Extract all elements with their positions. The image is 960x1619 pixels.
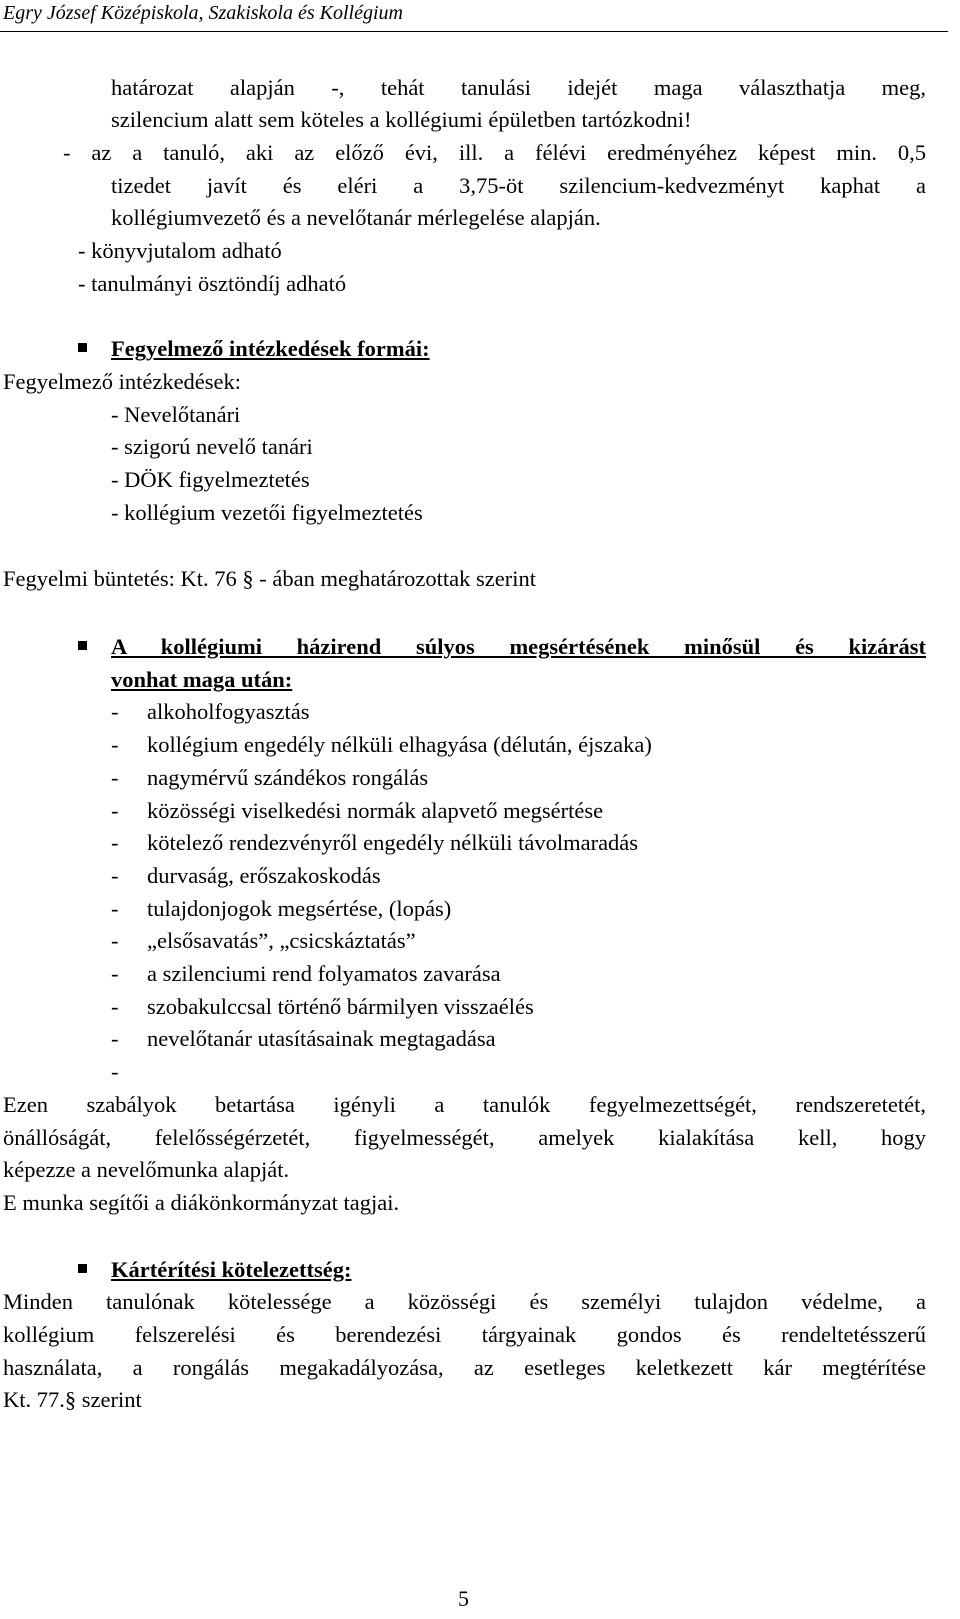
closing-line1: Ezen szabályok betartása igényli a tanulók fegyelmezettségét, rendszeretetét,	[3, 1092, 926, 1117]
para1-line1: határozat alapján -, tehát tanulási idejét maga választhatja meg,	[111, 75, 926, 100]
document-header: Egry József Középiskola, Szakiskola és Kollégium	[3, 2, 403, 24]
list-dash: -	[111, 994, 119, 1019]
section-heading-kizaras-cont: vonhat maga után:	[111, 667, 293, 692]
karterites-line3: használata, a rongálás megakadályozása, az esetleges keletkezett kár megtérítése	[3, 1355, 926, 1380]
list-dash: -	[111, 1026, 119, 1051]
section1-penalty: Fegyelmi büntetés: Kt. 76 § - ában meghatározottak szerint	[3, 566, 536, 591]
list-item: „elsősavatás”, „csicskáztatás”	[147, 928, 416, 953]
page-number: 5	[458, 1586, 469, 1611]
para1-line6: - könyvjutalom adható	[78, 238, 282, 263]
header-rule	[0, 31, 948, 32]
list-dash: -	[111, 1059, 119, 1084]
karterites-line1: Minden tanulónak kötelessége a közösségi és személyi tulajdon védelme, a	[3, 1289, 926, 1314]
list-dash: -	[111, 961, 119, 986]
list-item: közösségi viselkedési normák alapvető megsértése	[147, 798, 604, 823]
list-item: szobakulccsal történő bármilyen visszaélés	[147, 994, 534, 1019]
closing-line3: képezze a nevelőmunka alapját.	[3, 1157, 290, 1182]
closing-line2: önállóságát, felelősségérzetét, figyelmességét, amelyek kialakítása kell, hogy	[3, 1125, 926, 1150]
closing-line4: E munka segítői a diákönkormányzat tagjai.	[3, 1190, 400, 1215]
para1-line7: - tanulmányi ösztöndíj adható	[78, 271, 347, 296]
list-dash: -	[111, 830, 119, 855]
list-item: alkoholfogyasztás	[147, 699, 310, 724]
section-heading-fegyelmezo: Fegyelmező intézkedések formái:	[111, 336, 430, 361]
section-heading-karterites: Kártérítési kötelezettség:	[111, 1257, 352, 1282]
section-heading-kizaras: A kollégiumi házirend súlyos megsértésének minősül és kizárást	[111, 634, 926, 659]
list-dash: -	[111, 896, 119, 921]
list-item: - kollégium vezetői figyelmeztetés	[111, 500, 423, 525]
list-item: kötelező rendezvényről engedély nélküli távolmaradás	[147, 830, 639, 855]
list-dash: -	[111, 699, 119, 724]
karterites-line2: kollégium felszerelési és berendezési tárgyainak gondos és rendeltetésszerű	[3, 1322, 926, 1347]
list-item: - Nevelőtanári	[111, 402, 241, 427]
list-dash: -	[111, 765, 119, 790]
bullet-icon	[78, 343, 87, 352]
list-item: nevelőtanár utasításainak megtagadása	[147, 1026, 496, 1051]
list-item: nagymérvű szándékos rongálás	[147, 765, 429, 790]
para1-line5: kollégiumvezető és a nevelőtanár mérlegelése alapján.	[111, 205, 601, 230]
list-item: - szigorú nevelő tanári	[111, 434, 313, 459]
bullet-icon	[78, 1264, 87, 1273]
list-item: - DÖK figyelmeztetés	[111, 467, 310, 492]
list-item: a szilenciumi rend folyamatos zavarása	[147, 961, 501, 986]
list-item: tulajdonjogok megsértése, (lopás)	[147, 896, 452, 921]
bullet-icon	[78, 641, 87, 650]
list-dash: -	[111, 732, 119, 757]
list-item: durvaság, erőszakoskodás	[147, 863, 381, 888]
list-item: kollégium engedély nélküli elhagyása (délután, éjszaka)	[147, 732, 652, 757]
list-dash: -	[111, 798, 119, 823]
karterites-line4: Kt. 77.§ szerint	[3, 1387, 142, 1412]
para1-line3: - az a tanuló, aki az előző évi, ill. a félévi eredményéhez képest min. 0,5	[63, 140, 926, 165]
section1-intro: Fegyelmező intézkedések:	[3, 369, 242, 394]
para1-line2: szilencium alatt sem köteles a kollégiumi épületben tartózkodni!	[111, 107, 692, 132]
list-dash: -	[111, 928, 119, 953]
para1-line4: tizedet javít és eléri a 3,75-öt szilencium-kedvezményt kaphat a	[111, 173, 926, 198]
list-dash: -	[111, 863, 119, 888]
